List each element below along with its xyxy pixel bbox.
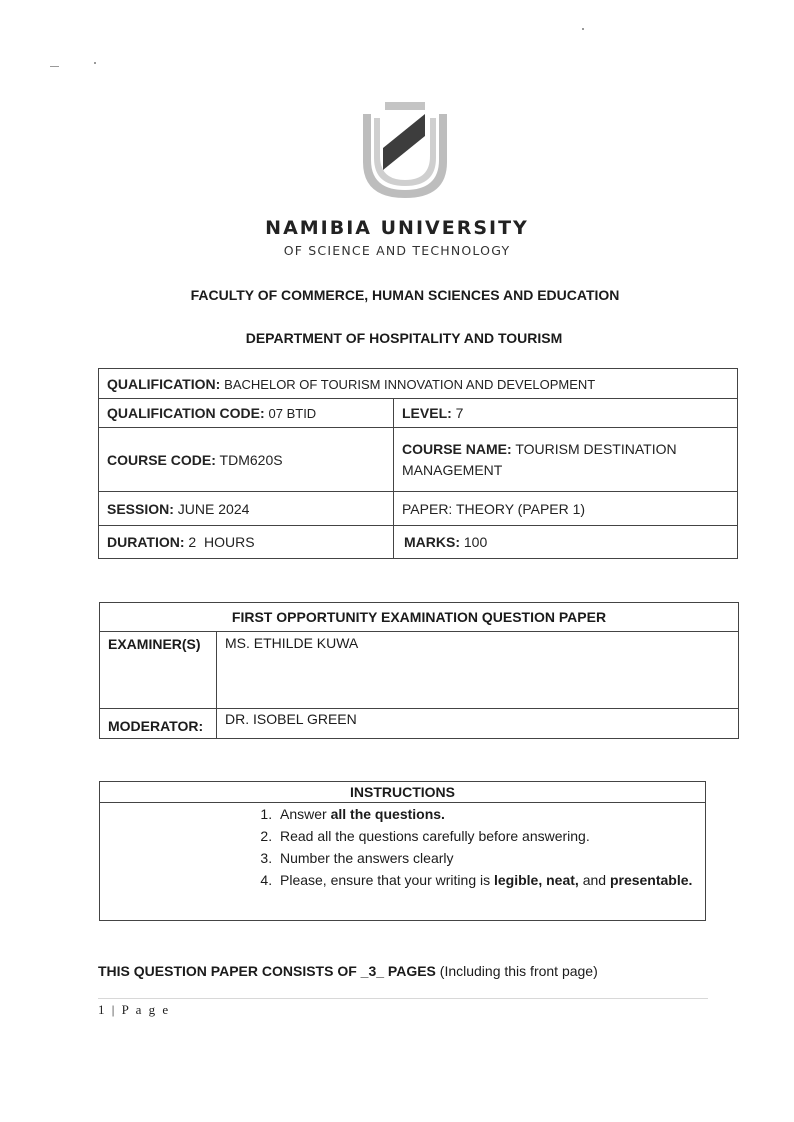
page-count-bold: THIS QUESTION PAPER CONSISTS OF _3_ PAGES	[98, 963, 436, 979]
department-heading: DEPARTMENT OF HOSPITALITY AND TOURISM	[245, 330, 563, 346]
session-cell	[99, 492, 394, 526]
page-number: 1 | P a g e	[98, 1002, 171, 1017]
course-name-value-line1: TOURISM DESTINATION	[515, 440, 677, 457]
instruction-text: and	[578, 872, 610, 888]
examiner-label-cell	[100, 632, 217, 709]
course-name-label: COURSE NAME:	[402, 440, 512, 457]
course-details-table	[98, 368, 738, 559]
instruction-item	[276, 869, 705, 891]
page-count-statement	[98, 963, 598, 979]
level-value: 7	[455, 405, 464, 421]
moderator-value: DR. ISOBEL GREEN	[217, 709, 739, 739]
instructions-title: INSTRUCTIONS	[350, 784, 455, 800]
course-name-cell	[394, 428, 738, 492]
duration-value: 2 HOURS	[188, 534, 255, 550]
duration-cell	[99, 526, 394, 559]
scan-speck	[50, 66, 59, 67]
instructions-list	[100, 803, 705, 891]
paper-cell: PAPER: THEORY (PAPER 1)	[394, 492, 738, 526]
exam-title-cell	[100, 603, 739, 632]
course-code-label: COURSE CODE:	[107, 451, 216, 468]
exam-title: FIRST OPPORTUNITY EXAMINATION QUESTION PAPER	[231, 609, 607, 625]
duration-label: DURATION:	[107, 534, 185, 550]
instruction-emphasis: all the questions.	[330, 806, 445, 822]
examination-table	[99, 602, 739, 739]
instruction-item: 3. Number the answers clearly	[276, 847, 705, 869]
session-label: SESSION:	[107, 500, 174, 517]
level-cell	[394, 399, 738, 428]
marks-cell	[394, 526, 738, 559]
instructions-table	[99, 781, 706, 921]
faculty-heading: FACULTY OF COMMERCE, HUMAN SCIENCES AND EDUCATION	[190, 287, 620, 303]
university-name: NAMIBIA UNIVERSITY	[265, 217, 529, 239]
instruction-emphasis: presentable.	[609, 872, 693, 888]
qualification-code-value: 07 BTID	[268, 406, 317, 421]
marks-value: 100	[463, 534, 488, 550]
moderator-label-cell	[100, 709, 217, 739]
footer-divider	[98, 998, 708, 999]
instructions-title-cell	[100, 782, 706, 803]
instruction-text: Please, ensure that your writing is	[280, 872, 494, 888]
qualification-code-cell	[99, 399, 394, 428]
university-subtitle: OF SCIENCE AND TECHNOLOGY	[283, 243, 511, 258]
instruction-text: Answer	[280, 806, 331, 822]
instruction-item	[276, 803, 705, 825]
university-logo-icon	[361, 100, 449, 200]
page-count-note: (Including this front page)	[435, 963, 598, 979]
scan-speck	[94, 62, 96, 64]
course-code-value: TDM620S	[219, 451, 283, 468]
examiner-value: MS. ETHILDE KUWA	[217, 632, 739, 709]
level-label: LEVEL:	[402, 405, 452, 421]
qualification-label: QUALIFICATION:	[107, 375, 221, 392]
moderator-label: MODERATOR:	[108, 718, 204, 734]
instruction-item: 2. Read all the questions carefully before answering.	[276, 825, 705, 847]
course-code-cell	[99, 428, 394, 492]
qualification-code-label: QUALIFICATION CODE:	[107, 405, 265, 421]
examiner-label: EXAMINER(S)	[108, 636, 201, 652]
instructions-body	[100, 803, 706, 921]
qualification-cell	[99, 369, 738, 399]
session-value: JUNE 2024	[177, 500, 250, 517]
qualification-value: BACHELOR OF TOURISM INNOVATION AND DEVELOPMENT	[224, 376, 596, 392]
instruction-emphasis: legible, neat,	[494, 872, 579, 888]
marks-label: MARKS:	[404, 534, 460, 550]
course-name-value-line2: MANAGEMENT	[402, 461, 503, 478]
scan-speck	[582, 28, 584, 30]
